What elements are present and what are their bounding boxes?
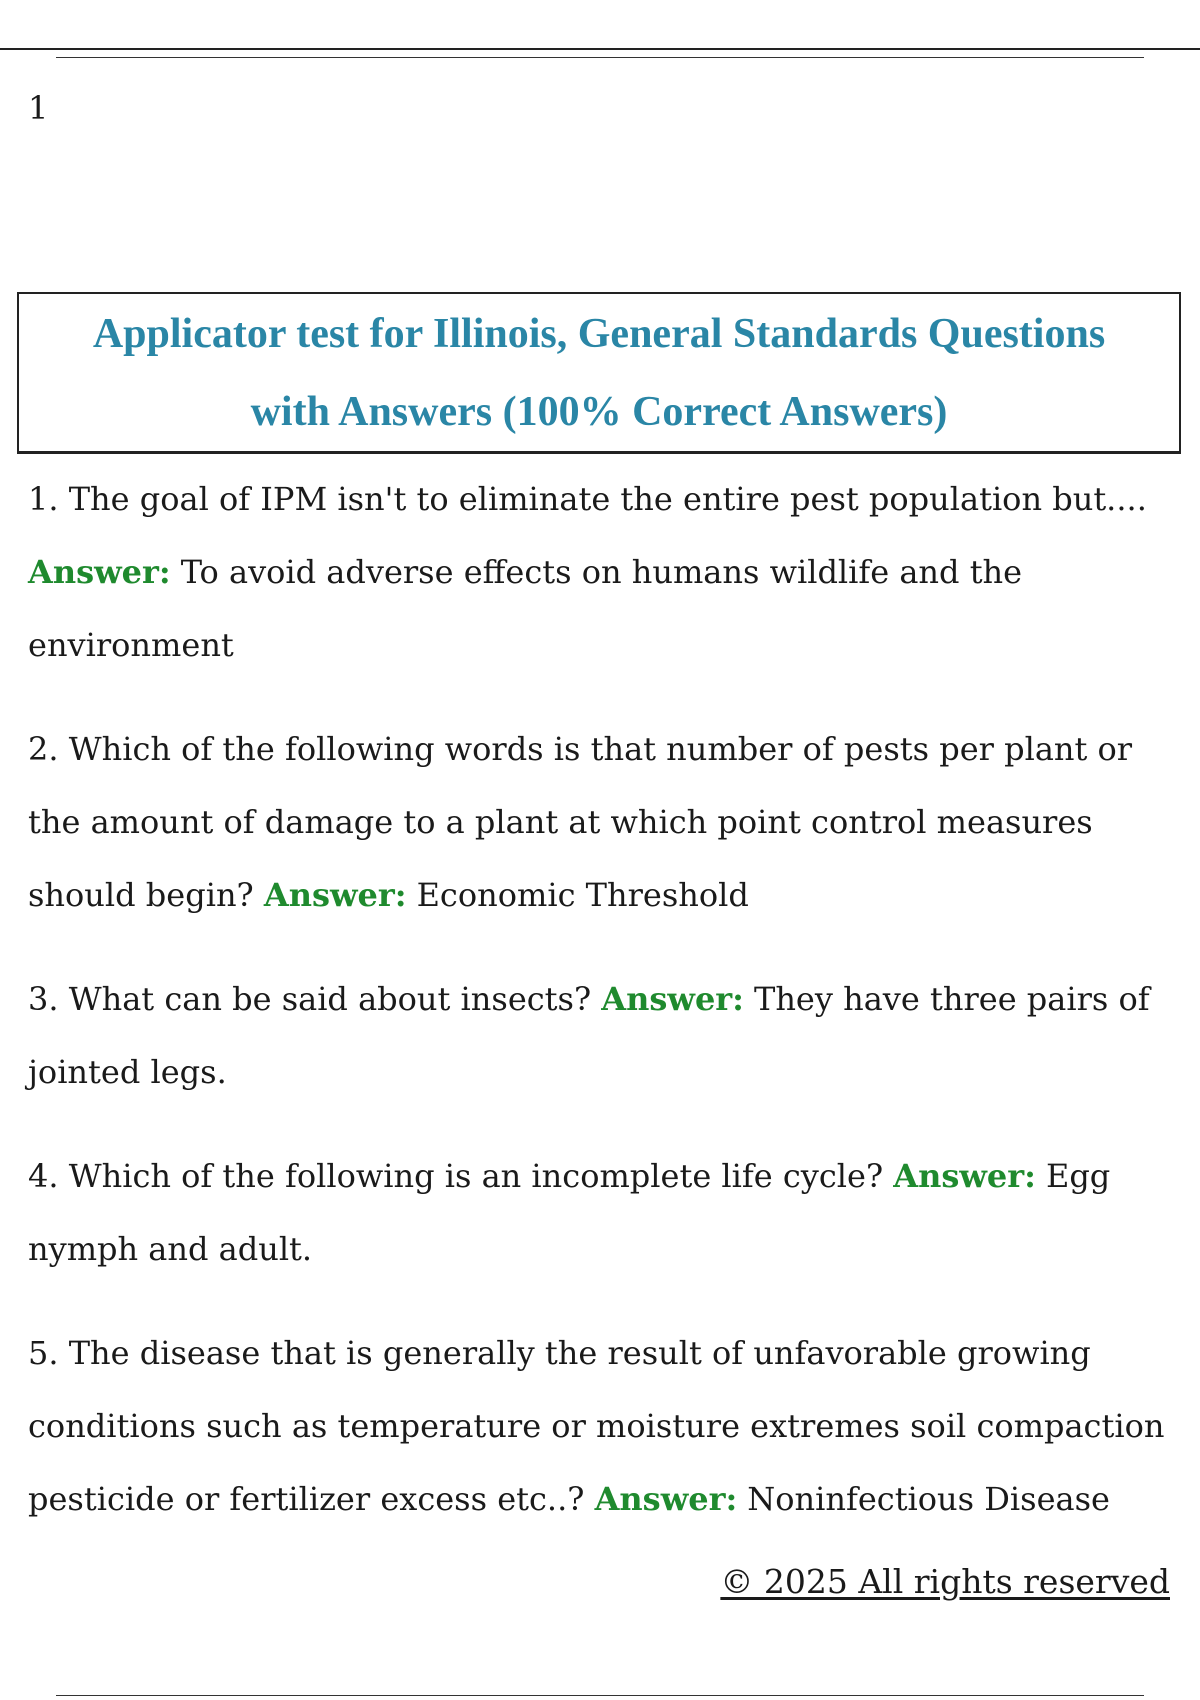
answer-label: Answer: — [594, 1480, 738, 1518]
answer-text: Economic Threshold — [416, 876, 749, 914]
question-item-5 — [28, 1317, 1178, 1536]
document-title-line-2: with Answers (100% Correct Answers) — [250, 388, 948, 435]
header-rule-full — [0, 48, 1200, 50]
answer-text: Egg nymph and adult. — [28, 1157, 1111, 1268]
page-number: 1 — [28, 89, 49, 127]
copyright-notice: © 2025 All rights reserved — [720, 1562, 1170, 1601]
question-list — [28, 463, 1178, 1536]
question-item-3 — [28, 963, 1178, 1109]
question-text: 5. The disease that is generally the result of unfavorable growing conditions such as temperature or moisture extremes soil compaction pesticide or fertilizer excess etc..? — [28, 1334, 1165, 1518]
answer-text: To avoid adverse effects on humans wildlife and the environment — [28, 553, 1023, 664]
answer-label: Answer: — [893, 1157, 1036, 1195]
question-item-1 — [28, 463, 1178, 682]
answer-text: Noninfectious Disease — [747, 1480, 1110, 1518]
question-item-4 — [28, 1140, 1178, 1286]
question-item-2 — [28, 713, 1178, 932]
footer-rule — [56, 1695, 1144, 1696]
question-text: 3. What can be said about insects? — [28, 980, 592, 1018]
document-title-line-1: Applicator test for Illinois, General Standards Questions — [92, 310, 1106, 357]
question-text: 4. Which of the following is an incomplete life cycle? — [28, 1157, 884, 1195]
question-text: 2. Which of the following words is that number of pests per plant or the amount of damage to a plant at which point control measures should begin? — [28, 730, 1133, 914]
answer-text: They have three pairs of jointed legs. — [28, 980, 1150, 1091]
title-box — [17, 292, 1181, 454]
header-rule-inner — [56, 57, 1144, 58]
answer-label: Answer: — [263, 876, 407, 914]
question-text: 1. The goal of IPM isn't to eliminate the entire pest population but.... — [28, 480, 1147, 518]
answer-label: Answer: — [28, 553, 171, 591]
answer-label: Answer: — [601, 980, 744, 1018]
